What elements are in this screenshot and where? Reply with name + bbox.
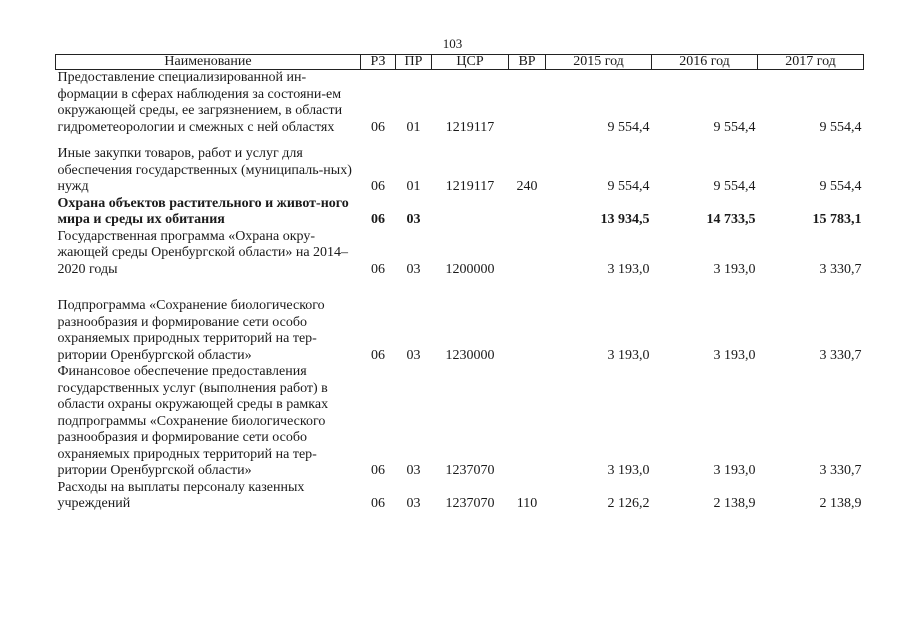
row-rz: 06 xyxy=(371,179,385,194)
row-2015: 3 193,0 xyxy=(607,463,650,478)
row-2015: 13 934,5 xyxy=(600,212,650,227)
row-rz: 06 xyxy=(371,496,385,511)
row-rz: 06 xyxy=(371,463,385,478)
table-row xyxy=(56,196,864,229)
row-pr: 03 xyxy=(406,212,421,227)
row-spacer-cell xyxy=(56,278,864,298)
table-row xyxy=(56,229,864,279)
row-spacer xyxy=(56,278,864,298)
row-csr xyxy=(432,196,509,229)
row-2017: 3 330,7 xyxy=(819,463,862,478)
header-csr: ЦСР xyxy=(432,55,509,70)
row-2017: 3 330,7 xyxy=(819,347,862,363)
budget-table xyxy=(55,54,864,513)
row-2016: 3 193,0 xyxy=(713,261,756,277)
row-vr xyxy=(509,298,546,364)
row-rz: 06 xyxy=(371,212,385,227)
row-csr: 1237070 xyxy=(445,496,495,511)
table-row xyxy=(56,70,864,137)
header-rz: РЗ xyxy=(361,55,396,70)
row-name: Иные закупки товаров, работ и услуг для обеспечения государственных (муниципаль-ных) нужд xyxy=(57,146,352,194)
row-csr: 1219117 xyxy=(445,179,495,194)
row-2017: 3 330,7 xyxy=(819,261,862,277)
header-name: Наименование xyxy=(56,55,361,70)
row-vr xyxy=(509,70,546,137)
row-vr: 110 xyxy=(516,496,538,511)
row-vr xyxy=(509,364,546,480)
row-name: Предоставление специализированной ин-формации в сферах наблюдения за состояни-ем окружающей среды, ее загрязнением, в области гидрометеорологии и смежных с ней областях xyxy=(57,70,343,135)
row-name: Подпрограмма «Сохранение биологического разнообразия и формирование сети особо охраняемых природных территорий на тер-ритории Оренбургской области» xyxy=(57,298,325,363)
table-header-row xyxy=(56,55,864,70)
row-pr: 03 xyxy=(406,347,421,363)
row-2016: 3 193,0 xyxy=(713,463,756,478)
row-csr: 1200000 xyxy=(445,261,495,277)
row-2015: 3 193,0 xyxy=(607,261,650,277)
row-2015: 3 193,0 xyxy=(607,347,650,363)
row-name: Охрана объектов растительного и живот-ного мира и среды их обитания xyxy=(57,195,349,227)
row-2016: 9 554,4 xyxy=(713,179,756,194)
row-pr: 01 xyxy=(406,119,421,135)
row-name: Государственная программа «Охрана окру-жающей среды Оренбургской области» на 2014–2020 годы xyxy=(57,228,349,277)
row-2017: 2 138,9 xyxy=(819,496,862,511)
row-pr: 03 xyxy=(406,463,421,478)
row-spacer xyxy=(56,136,864,146)
header-2015: 2015 год xyxy=(546,55,652,70)
row-rz: 06 xyxy=(371,261,385,277)
header-2017: 2017 год xyxy=(758,55,864,70)
row-2017: 9 554,4 xyxy=(819,119,862,135)
row-2015: 9 554,4 xyxy=(607,179,650,194)
row-pr: 03 xyxy=(406,496,421,511)
row-csr: 1237070 xyxy=(445,463,495,478)
row-2016: 9 554,4 xyxy=(713,119,756,135)
page-number: 103 xyxy=(442,36,463,51)
header-vr: ВР xyxy=(509,55,546,70)
row-csr: 1230000 xyxy=(445,347,495,363)
row-rz: 06 xyxy=(371,119,385,135)
row-pr: 03 xyxy=(406,261,421,277)
header-pr: ПР xyxy=(396,55,432,70)
row-2016: 3 193,0 xyxy=(713,347,756,363)
row-2017: 15 783,1 xyxy=(812,212,862,227)
row-name: Расходы на выплаты персоналу казенных учреждений xyxy=(57,479,305,511)
row-rz: 06 xyxy=(371,347,385,363)
row-2017: 9 554,4 xyxy=(819,179,862,194)
row-2016: 2 138,9 xyxy=(713,496,756,511)
table-row xyxy=(56,298,864,364)
row-pr: 01 xyxy=(406,179,421,194)
row-2016: 14 733,5 xyxy=(706,212,756,227)
table-row xyxy=(56,480,864,513)
row-2015: 2 126,2 xyxy=(607,496,650,511)
row-vr: 240 xyxy=(516,179,538,194)
row-vr xyxy=(509,229,546,279)
row-vr xyxy=(509,196,546,229)
table-row xyxy=(56,146,864,196)
row-2015: 9 554,4 xyxy=(607,119,650,135)
row-csr: 1219117 xyxy=(445,119,495,135)
table-body xyxy=(56,70,864,513)
header-2016: 2016 год xyxy=(652,55,758,70)
row-name: Финансовое обеспечение предоставления государственных услуг (выполнения работ) в области охраны окружающей среды в рамках подпрограммы «Сохранение биологического разнообразия и формирование сети особо охраняемых природных территорий на тер-ритории Оренбургской области» xyxy=(57,364,329,478)
row-spacer-cell xyxy=(56,136,864,146)
table-row xyxy=(56,364,864,480)
